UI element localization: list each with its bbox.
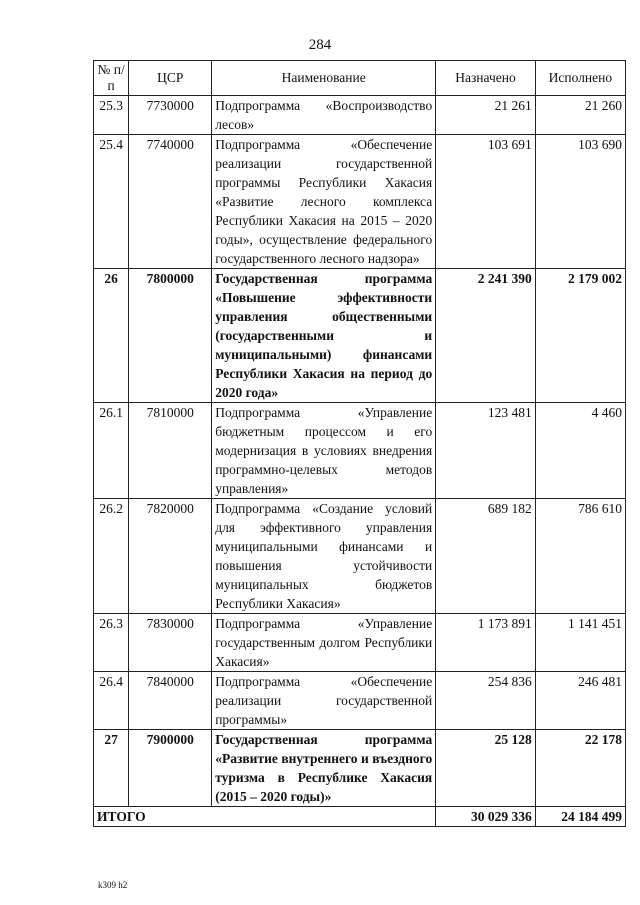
row-name: Подпрограмма «Обеспечение реализации государственной программы Республики Хакасия «Развитие лесного комплекса Республики Хакасия на 2015 – 2020 годы», осуществление федерального государственного лесного надзора» xyxy=(212,135,436,269)
total-executed: 24 184 499 xyxy=(535,807,625,827)
row-executed: 4 460 xyxy=(535,403,625,499)
row-assigned: 689 182 xyxy=(436,499,536,614)
row-executed: 21 260 xyxy=(535,96,625,135)
row-name: Подпрограмма «Управление государственным долгом Республики Хакасия» xyxy=(212,614,436,672)
row-name: Подпрограмма «Управление бюджетным процессом и его модернизация в условиях внедрения программно-целевых методов управления» xyxy=(212,403,436,499)
row-assigned: 103 691 xyxy=(436,135,536,269)
budget-execution-table xyxy=(93,60,626,827)
row-num: 26.2 xyxy=(94,499,129,614)
row-name: Государственная программа «Развитие внутреннего и въездного туризма в Республике Хакасия (2015 – 2020 годы)» xyxy=(212,730,436,807)
row-executed: 103 690 xyxy=(535,135,625,269)
row-csr: 7740000 xyxy=(129,135,212,269)
table-row xyxy=(94,135,626,269)
row-executed: 1 141 451 xyxy=(535,614,625,672)
page-number: 284 xyxy=(308,37,332,53)
row-assigned: 25 128 xyxy=(436,730,536,807)
table-row xyxy=(94,672,626,730)
row-csr: 7900000 xyxy=(129,730,212,807)
row-num: 26.1 xyxy=(94,403,129,499)
row-num: 26.3 xyxy=(94,614,129,672)
row-executed: 22 178 xyxy=(535,730,625,807)
header-csr: ЦСР xyxy=(129,61,212,96)
row-assigned: 1 173 891 xyxy=(436,614,536,672)
table-row xyxy=(94,269,626,403)
row-name: Государственная программа «Повышение эффективности управления общественными (государственными и муниципальными) финансами Республики Хакасия на период до 2020 года» xyxy=(212,269,436,403)
row-executed: 246 481 xyxy=(535,672,625,730)
table-header-row xyxy=(94,61,626,96)
row-assigned: 2 241 390 xyxy=(436,269,536,403)
row-num: 27 xyxy=(94,730,129,807)
header-name: Наименование xyxy=(212,61,436,96)
row-name: Подпрограмма «Создание условий для эффективного управления муниципальными финансами и повышения устойчивости муниципальных бюджетов Республики Хакасия» xyxy=(212,499,436,614)
row-assigned: 254 836 xyxy=(436,672,536,730)
header-num: № п/п xyxy=(94,61,129,96)
row-csr: 7840000 xyxy=(129,672,212,730)
row-name: Подпрограмма «Воспроизводство лесов» xyxy=(212,96,436,135)
row-executed: 786 610 xyxy=(535,499,625,614)
row-assigned: 21 261 xyxy=(436,96,536,135)
row-executed: 2 179 002 xyxy=(535,269,625,403)
table-row xyxy=(94,96,626,135)
row-name: Подпрограмма «Обеспечение реализации государственной программы» xyxy=(212,672,436,730)
row-csr: 7810000 xyxy=(129,403,212,499)
row-num: 26 xyxy=(94,269,129,403)
row-csr: 7820000 xyxy=(129,499,212,614)
row-num: 25.3 xyxy=(94,96,129,135)
footer-document-code: k309 h2 xyxy=(98,880,128,890)
row-assigned: 123 481 xyxy=(436,403,536,499)
total-row xyxy=(94,807,626,827)
header-assigned: Назначено xyxy=(436,61,536,96)
table-row xyxy=(94,403,626,499)
row-num: 26.4 xyxy=(94,672,129,730)
header-executed: Исполнено xyxy=(535,61,625,96)
table-row xyxy=(94,614,626,672)
total-label: ИТОГО xyxy=(94,807,436,827)
row-csr: 7800000 xyxy=(129,269,212,403)
table-row xyxy=(94,499,626,614)
row-csr: 7830000 xyxy=(129,614,212,672)
table-row xyxy=(94,730,626,807)
row-num: 25.4 xyxy=(94,135,129,269)
row-csr: 7730000 xyxy=(129,96,212,135)
total-assigned: 30 029 336 xyxy=(436,807,536,827)
